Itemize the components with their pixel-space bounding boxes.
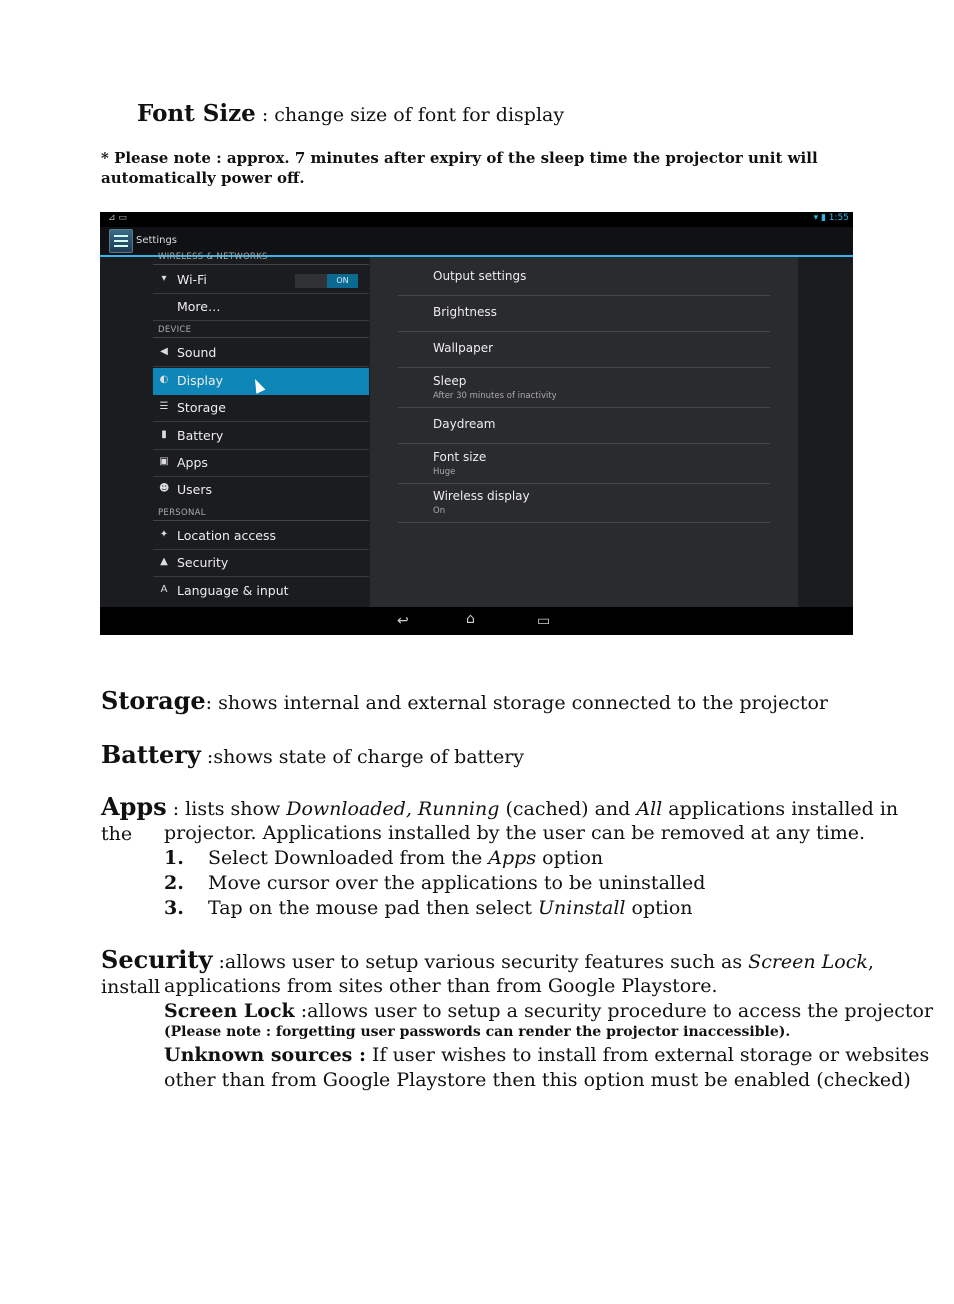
step-text-italic: Apps [488,847,537,869]
setting-title: Font size [433,450,487,464]
step-text: option [625,897,693,919]
setting-brightness[interactable] [398,295,770,331]
step-number: 2. [164,872,184,894]
sidebar-item-label: Display [177,373,224,388]
apps-text-italic: All [636,798,663,820]
sidebar-item-label: Location access [177,528,276,543]
sidebar-item-sound[interactable] [153,340,369,366]
header-wireless: WIRELESS & NETWORKS [158,252,268,262]
sidebar-item-more[interactable] [153,294,369,320]
battery-heading: Battery [101,740,201,769]
setting-font-size[interactable] [398,443,770,483]
sidebar-item-storage[interactable] [153,395,369,421]
wifi-toggle[interactable] [295,274,358,288]
recent-apps-icon[interactable]: ▭ [537,613,551,629]
font-size-heading: Font Size [137,100,256,127]
screen-lock-note: (Please note : forgetting user passwords can render the projector inaccessible). [164,1024,791,1040]
sidebar-item-label: Security [177,555,229,570]
unknown-sources-label: Unknown sources : [164,1044,366,1066]
home-icon[interactable]: ⌂ [466,611,475,627]
battery-icon: ▮ [161,429,167,440]
sidebar-item-label: Language & input [177,583,289,598]
setting-title: Daydream [433,417,496,431]
apps-step [164,846,603,871]
unknown-sources-desc: If user wishes to install from external storage or websites [366,1044,930,1066]
setting-subtitle: On [433,506,446,516]
sidebar-item-label: More… [177,299,221,314]
location-icon: ✦ [159,529,169,540]
sidebar-item-label: Storage [177,400,226,415]
apps-text: (cached) and [499,798,637,820]
settings-app-icon[interactable] [109,229,133,253]
status-clock: ▾ ▮ 1:55 [813,213,849,223]
storage-desc: : shows internal and external storage connected to the projector [205,692,829,714]
battery-paragraph [101,740,524,769]
sidebar-item-label: Users [177,482,213,497]
storage-heading: Storage [101,686,206,715]
apps-text: : lists show [166,798,287,820]
apps-text-italic: Downloaded, Running [286,798,500,820]
font-size-desc: : change size of font for display [255,104,565,126]
setting-subtitle: After 30 minutes of inactivity [433,391,557,401]
security-text-italic: Screen Lock [748,951,868,973]
storage-icon: ☰ [159,401,169,412]
step-text-italic: Uninstall [538,897,626,919]
users-icon: ☻ [159,483,170,494]
language-icon: A [160,584,168,595]
step-number: 3. [164,897,184,919]
security-text: :allows user to setup various security features such as [212,951,749,973]
sidebar-item-language[interactable] [153,578,369,604]
speaker-icon: ◀ [160,346,168,357]
security-text: , install [101,951,874,998]
sidebar-item-label: Wi-Fi [177,272,207,287]
wifi-icon: ▾ [161,273,167,284]
header-device: DEVICE [158,325,192,335]
apps-heading: Apps [101,792,167,821]
sidebar-item-wifi[interactable] [153,267,369,293]
apps-text: applications installed in the [101,798,899,845]
apps-step [164,896,693,921]
display-settings-pane [370,257,798,607]
setting-daydream[interactable] [398,407,770,443]
setting-title: Wireless display [433,489,530,503]
settings-categories [153,252,369,607]
unknown-sources-line [164,1043,929,1068]
sleep-note: * Please note : approx. 7 minutes after expiry of the sleep time the projector unit will automatically power off. [101,149,818,187]
unknown-sources-line2: other than from Google Playstore then this option must be enabled (checked) [164,1069,911,1091]
step-text: option [536,847,604,869]
sidebar-item-label: Battery [177,428,224,443]
status-bar [100,212,853,227]
apps-step [164,871,705,896]
security-heading: Security [101,945,213,974]
apps-icon: ▣ [159,456,169,467]
back-icon[interactable]: ↩ [397,613,409,629]
sidebar-item-apps[interactable] [153,450,369,476]
settings-screenshot [100,212,853,635]
sidebar-item-security[interactable] [153,550,369,576]
screen-lock-line [164,999,933,1024]
battery-desc: :shows state of charge of battery [200,746,525,768]
sidebar-item-battery[interactable] [153,423,369,449]
header-personal: PERSONAL [158,508,206,518]
sidebar-item-users[interactable] [153,477,369,503]
step-text: Select Downloaded from the [208,847,489,869]
step-text: Move cursor over the applications to be uninstalled [208,872,706,894]
setting-wallpaper[interactable] [398,331,770,367]
app-title: Settings [136,235,178,246]
setting-title: Wallpaper [433,341,494,355]
toggle-state: ON [327,274,358,288]
setting-title: Sleep [433,374,467,388]
setting-title: Output settings [433,269,527,283]
setting-title: Brightness [433,305,497,319]
screen-lock-label: Screen Lock [164,1000,295,1022]
screen-lock-desc: :allows user to setup a security procedure to access the projector [294,1000,934,1022]
apps-line2: projector. Applications installed by the user can be removed at any time. [164,822,866,844]
setting-sleep[interactable] [398,367,770,407]
step-text: Tap on the mouse pad then select [208,897,539,919]
sidebar-item-label: Apps [177,455,208,470]
security-line2: applications from sites other than from Google Playstore. [164,975,718,997]
step-number: 1. [164,847,184,869]
setting-subtitle: Huge [433,467,456,477]
storage-paragraph [101,686,828,715]
setting-output[interactable] [398,257,770,295]
sidebar-item-location[interactable] [153,523,369,549]
notification-icons: ⊿ ▭ [108,213,127,223]
lock-icon: ▲ [160,556,168,567]
font-size-paragraph [137,100,564,127]
display-icon: ◐ [159,374,169,385]
navigation-bar [100,607,853,635]
sidebar-item-label: Sound [177,345,217,360]
setting-wireless-display[interactable] [398,483,770,523]
